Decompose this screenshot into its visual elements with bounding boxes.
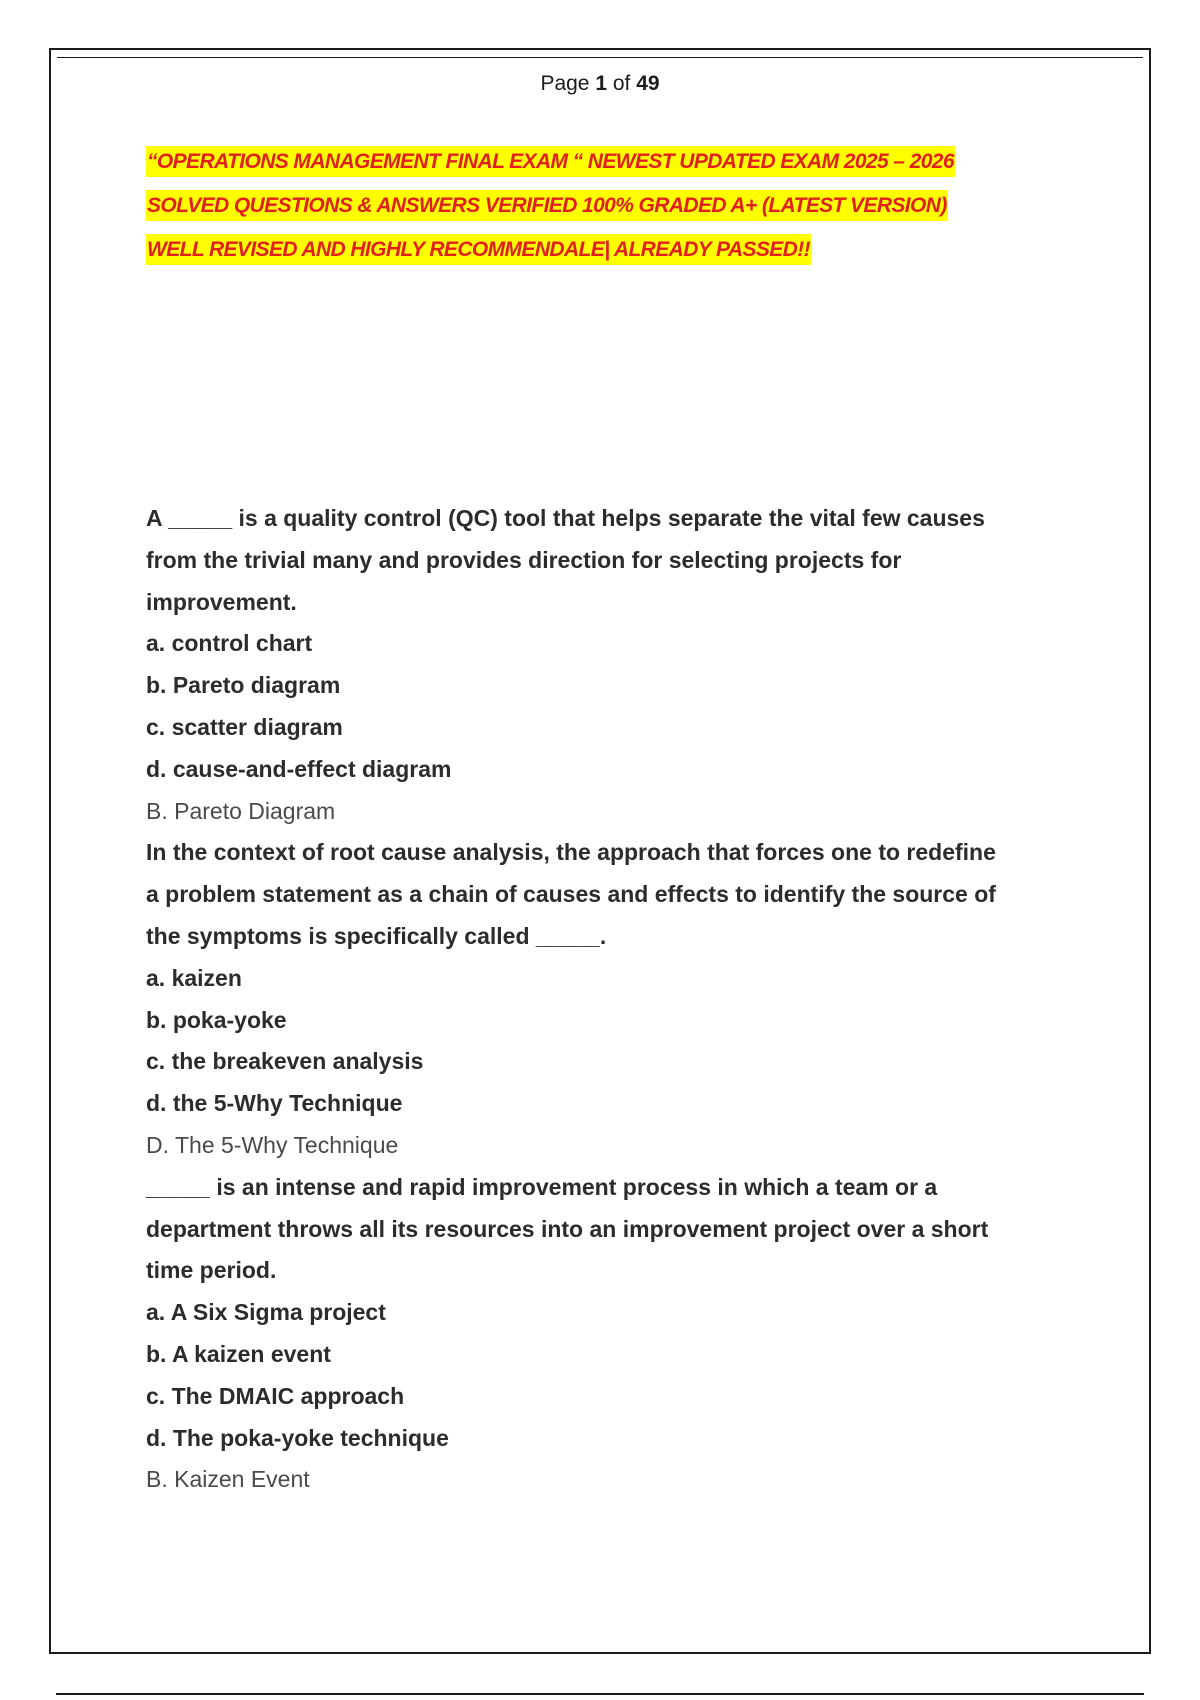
- question-text: from the trivial many and provides direction for selecting projects for: [146, 546, 902, 573]
- option: a. control chart: [146, 630, 313, 657]
- option: c. the breakeven analysis: [146, 1048, 424, 1075]
- page-number-current: 1: [595, 72, 608, 95]
- question-1: [146, 498, 1066, 832]
- title-line: WELL REVISED AND HIGHLY RECOMMENDALE| ALREADY PASSED!!: [146, 228, 1066, 272]
- option: b. A kaizen event: [146, 1340, 331, 1367]
- question-text: In the context of root cause analysis, the approach that forces one to redefine: [146, 839, 996, 866]
- option: d. the 5-Why Technique: [146, 1090, 403, 1117]
- question-3: [146, 1167, 1066, 1501]
- question-text: _____ is an intense and rapid improvement process in which a team or a: [146, 1173, 938, 1200]
- question-text: improvement.: [146, 588, 297, 615]
- answer: D. The 5-Why Technique: [146, 1131, 399, 1158]
- option: c. The DMAIC approach: [146, 1382, 405, 1409]
- page-number-prefix: Page: [540, 72, 596, 95]
- option: a. kaizen: [146, 964, 242, 991]
- option: b. Pareto diagram: [146, 672, 341, 699]
- question-text: department throws all its resources into an improvement project over a short: [146, 1215, 989, 1242]
- answer: B. Kaizen Event: [146, 1466, 310, 1493]
- option: b. poka-yoke: [146, 1006, 287, 1033]
- title-line: “OPERATIONS MANAGEMENT FINAL EXAM “ NEWEST UPDATED EXAM 2025 – 2026: [146, 140, 1066, 184]
- question-text: A _____ is a quality control (QC) tool that helps separate the vital few causes: [146, 505, 985, 531]
- option: a. A Six Sigma project: [146, 1299, 386, 1326]
- question-text: time period.: [146, 1257, 277, 1284]
- page-number-total: 49: [636, 72, 660, 95]
- question-text: the symptoms is specifically called _____.: [146, 922, 607, 949]
- page-number: [0, 72, 1200, 96]
- question-text: a problem statement as a chain of causes and effects to identify the source of: [146, 881, 996, 908]
- top-rule: [57, 57, 1143, 58]
- option: d. cause-and-effect diagram: [146, 755, 452, 782]
- answer: B. Pareto Diagram: [146, 797, 336, 824]
- option: c. scatter diagram: [146, 713, 343, 740]
- page-number-middle: of: [607, 72, 637, 95]
- bottom-rule: [56, 1693, 1144, 1695]
- option: d. The poka-yoke technique: [146, 1424, 449, 1451]
- question-2: [146, 832, 1066, 1166]
- title-line: SOLVED QUESTIONS & ANSWERS VERIFIED 100% GRADED A+ (LATEST VERSION): [146, 184, 1066, 228]
- questions-section: [146, 498, 1066, 1501]
- document-title: [146, 140, 1066, 272]
